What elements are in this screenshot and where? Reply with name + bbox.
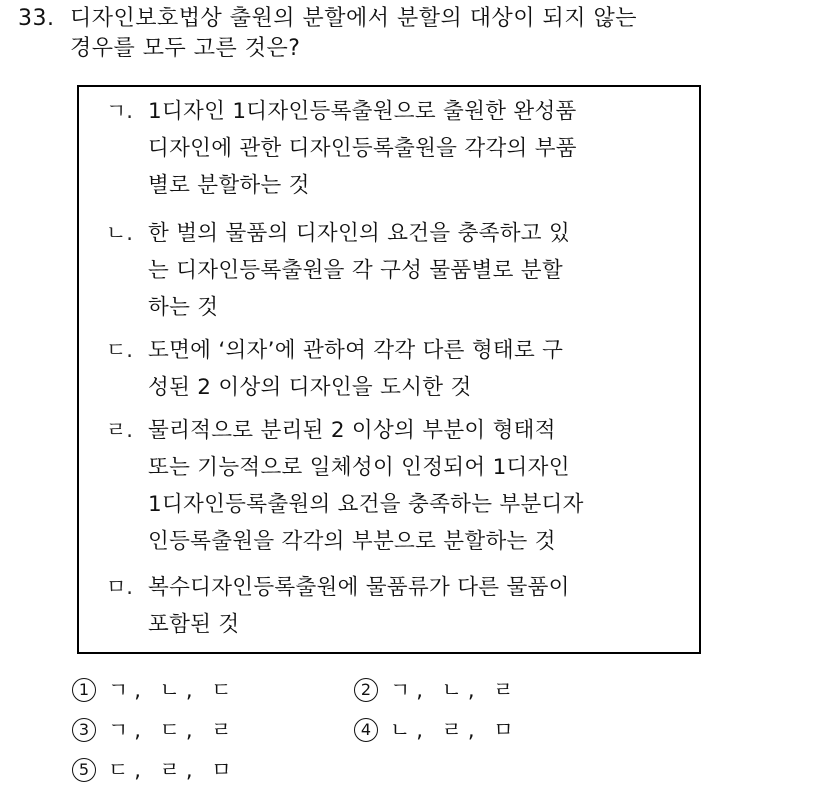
choice-text: ㄱ, ㄴ, ㄷ (108, 678, 238, 702)
answer-choice-3[interactable] (72, 712, 238, 748)
statements-box (77, 85, 701, 654)
statement-line: 하는 것 (148, 295, 219, 320)
choice-text: ㄱ, ㄴ, ㄹ (390, 678, 520, 702)
statement-line: 1디자인 1디자인등록출원으로 출원한 완성품 (148, 99, 577, 124)
statement-line: 도면에 ‘의자’에 관하여 각각 다른 형태로 구 (148, 338, 564, 363)
answer-choice-5[interactable] (72, 752, 238, 788)
statement-line: 물리적으로 분리된 2 이상의 부분이 형태적 (148, 418, 556, 443)
statement-line: 또는 기능적으로 일체성이 인정되어 1디자인 (148, 455, 570, 480)
question-text-line-2: 경우를 모두 고른 것은? (70, 36, 301, 61)
answer-choice-1[interactable] (72, 672, 238, 708)
choice-text: ㄴ, ㄹ, ㅁ (390, 718, 520, 742)
statement-marker: ㅁ. (106, 575, 133, 599)
statement-line: 인등록출원을 각각의 부분으로 분할하는 것 (148, 529, 556, 554)
choice-number-circle: 4 (354, 718, 378, 742)
answer-choice-4[interactable] (354, 712, 520, 748)
choice-number-circle: 1 (72, 678, 96, 702)
statement-line: 포함된 것 (148, 612, 240, 637)
choice-text: ㄷ, ㄹ, ㅁ (108, 758, 238, 782)
statement-line: 복수디자인등록출원에 물품류가 다른 물품이 (148, 575, 570, 600)
statement-marker: ㄱ. (106, 99, 133, 123)
statement-line: 디자인에 관한 디자인등록출원을 각각의 부품 (148, 136, 577, 161)
statement-line: 성된 2 이상의 디자인을 도시한 것 (148, 375, 472, 400)
question-text-line-1: 디자인보호법상 출원의 분할에서 분할의 대상이 되지 않는 (70, 6, 638, 31)
statement-line: 는 디자인등록출원을 각 구성 물품별로 분할 (148, 258, 563, 283)
statement-marker: ㄹ. (106, 418, 133, 442)
statement-line: 한 벌의 물품의 디자인의 요건을 충족하고 있 (148, 221, 571, 246)
statement-line: 별로 분할하는 것 (148, 173, 310, 198)
choice-number-circle: 2 (354, 678, 378, 702)
question-number: 33. (18, 6, 55, 31)
choice-number-circle: 5 (72, 758, 96, 782)
statement-line: 1디자인등록출원의 요건을 충족하는 부분디자 (148, 492, 584, 517)
statement-marker: ㄷ. (106, 338, 133, 362)
choice-number-circle: 3 (72, 718, 96, 742)
answer-choice-2[interactable] (354, 672, 520, 708)
statement-marker: ㄴ. (106, 221, 133, 245)
choice-text: ㄱ, ㄷ, ㄹ (108, 718, 238, 742)
